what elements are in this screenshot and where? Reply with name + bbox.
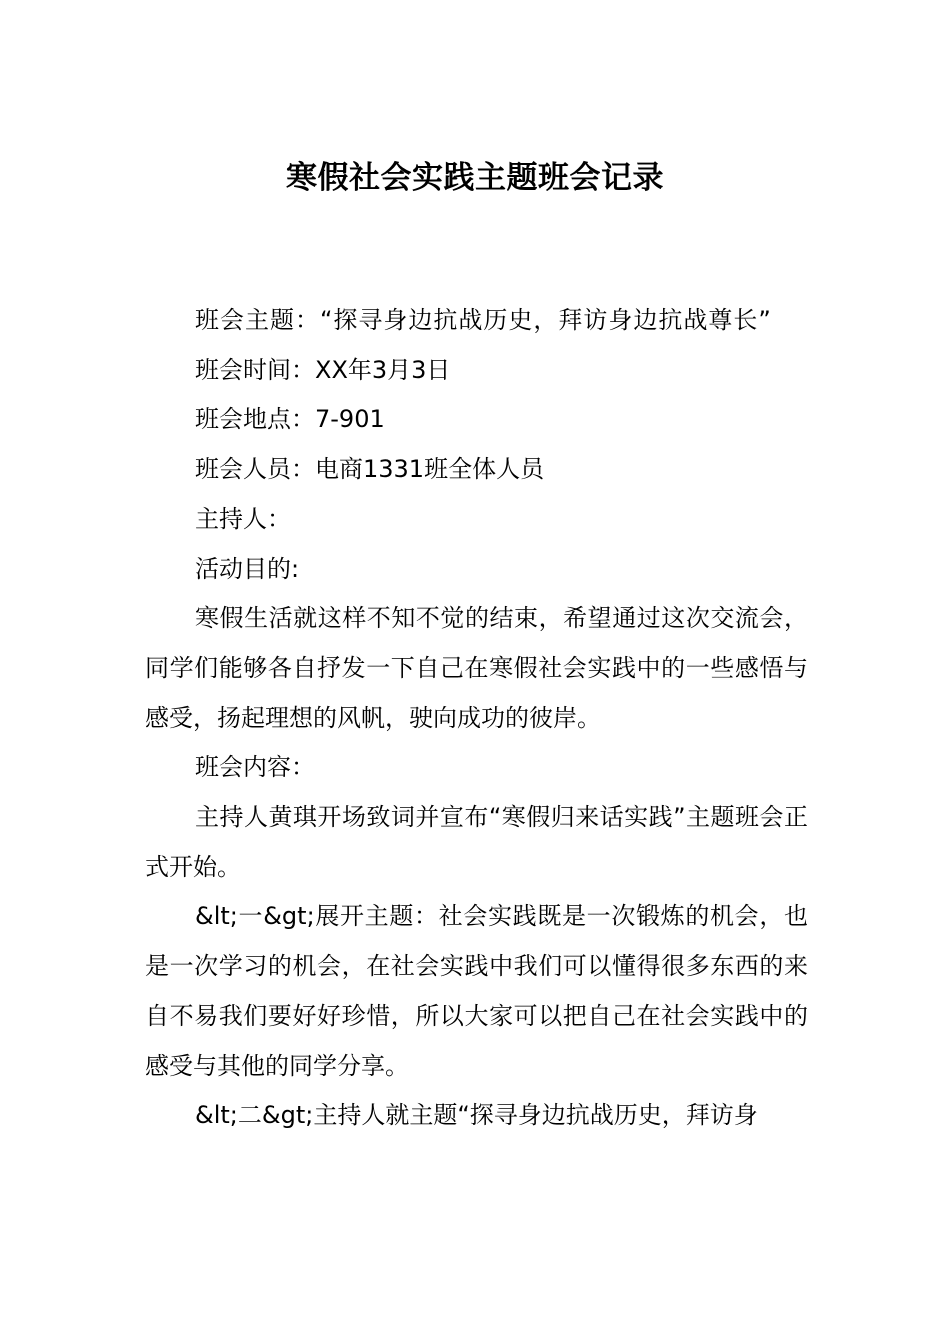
paragraph-purpose-heading: 活动目的: [195, 554, 300, 583]
paragraph-content-heading: 班会内容： [195, 753, 315, 782]
paragraph-attendees: 班会人员：电商1331班全体人员 [195, 455, 545, 484]
document-title: 寒假社会实践主题班会记录 [286, 160, 664, 196]
paragraph-item-two: &lt;二&gt;主持人就主题“探寻身边抗战历史，拜访身 [195, 1101, 758, 1130]
paragraph-purpose: 寒假生活就这样不知不觉的结束，希望通过这次交流会，同学们能够各自抒发一下自己在寒假社会实践中的一些感悟与感受，扬起理想的风帆，驶向成功的彼岸。 [145, 604, 808, 732]
paragraph-item-one: &lt;一&gt;展开主题：社会实践既是一次锻炼的机会，也是一次学习的机会，在社会实践中我们可以懂得很多东西的来自不易我们要好好珍惜，所以大家可以把自己在社会实践中的感受与其他的同学分享。 [145, 902, 808, 1080]
paragraph-host: 主持人： [195, 504, 291, 533]
paragraph-location: 班会地点：7-901 [195, 405, 385, 434]
paragraph-opening: 主持人黄琪开场致词并宣布“寒假归来话实践”主题班会正式开始。 [145, 803, 808, 881]
paragraph-theme: 班会主题：“探寻身边抗战历史，拜访身边抗战尊长” [195, 306, 772, 334]
document-body [145, 296, 808, 1141]
paragraph-time: 班会时间：XX年3月3日 [195, 355, 451, 384]
